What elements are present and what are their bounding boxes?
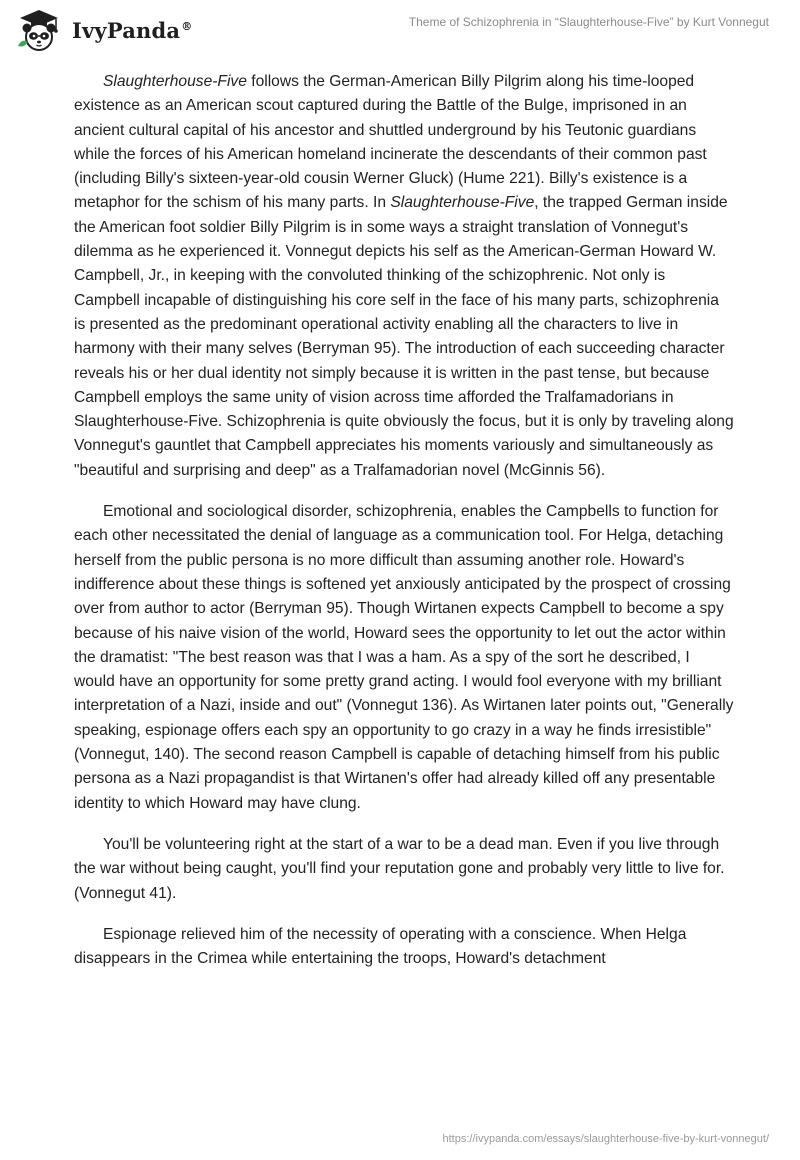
book-title-italic: Slaughterhouse-Five [103, 73, 247, 90]
book-title-italic: Slaughterhouse-Five [390, 194, 535, 212]
paragraph-text: Emotional and sociological disorder, schizophrenia, enables the Campbells to function for each other necessitated the denial of language as a communication tool. For Helga, detaching herself from the public persona is no more difficult than assuming another role. Howard's indifference about these things is softened yet anxiously anticipated by the prospect of crossing over from author to actor (Berryman 95). Though Wirtanen expects Campbell to become a spy because of his naive vision of the world, Howard sees the opportunity to let out the actor within the dramatist: "The best reason was that I was a ham. As a spy of the sort he described, I would have an opportunity for some pretty grand acting. I would fool everyone with my brilliant interpretation of a Nazi, inside and out" (Vonnegut 136). As Wirtanen later points out, "Generally speaking, espionage offers each spy an opportunity to go crazy in a way he finds irresistible" (Vonnegut, 140). The second reason Campbell is capable of detaching himself from his public persona as a Nazi propagandist is that Wirtanen's offer had already killed off any presentable identity to which Howard may have clung. [74, 503, 734, 812]
paragraph-text: follows the German-American Billy Pilgrim along his time-looped existence as an American scout captured during the Battle of the Bulge, imprisoned in an ancient cultural capital of his ancestor and shuttled underground by his Teutonic guardians while the forces of his American homeland incinerate the descendants of their common past (including Billy's sixteen-year-old cousin Werner Gluck) (Hume 221). Billy's existence is a metaphor for the schism of his many parts. In [74, 73, 707, 212]
ivypanda-logo[interactable] [12, 8, 192, 52]
source-url[interactable]: https://ivypanda.com/essays/slaughterhouse-five-by-kurt-vonnegut/ [442, 1133, 769, 1145]
essay-title: Theme of Schizophrenia in “Slaughterhouse-Five” by Kurt Vonnegut [408, 15, 769, 29]
essay-body [74, 70, 734, 988]
essay-paragraph [74, 923, 734, 972]
brand-name: IvyPanda® [72, 17, 193, 43]
panda-logo-icon [12, 8, 66, 52]
registered-mark: ® [181, 19, 193, 33]
paragraph-text: You'll be volunteering right at the start of a war to be a dead man. Even if you live through the war without being caught, you'll find your reputation gone and probably very little to live for. (Vonnegut 41). [74, 835, 725, 902]
paragraph-text: Espionage relieved him of the necessity of operating with a conscience. When Helga disappears in the Crimea while entertaining the troops, Howard's detachment [74, 925, 687, 968]
paragraph-text: , the trapped German inside the American foot soldier Billy Pilgrim is in some ways a straight translation of Vonnegut's dilemma as he experienced it. Vonnegut depicts his self as the American-German Howard W. Campbell, Jr., in keeping with the convoluted thinking of the schizophrenic. Not only is Campbell incapable of distinguishing his core self in the face of his many parts, schizophrenia is presented as the predominant operational activity enabling all the characters to live in harmony with their many selves (Berryman 95). The introduction of each succeeding character reveals his or her dual identity not simply because it is written in the past tense, but because Campbell employs the same unity of vision across time afforded the Tralfamadorians in Slaughterhouse-Five. Schizophrenia is quite obviously the focus, but it is only by traveling along Vonnegut's gauntlet that Campbell appreciates his moments variously and simultaneously as "beautiful and surprising and deep" as a Tralfamadorian novel (McGinnis 56). [74, 194, 734, 479]
page-header [0, 0, 800, 60]
essay-paragraph [74, 500, 734, 816]
essay-paragraph [74, 70, 734, 483]
essay-paragraph [74, 833, 734, 906]
